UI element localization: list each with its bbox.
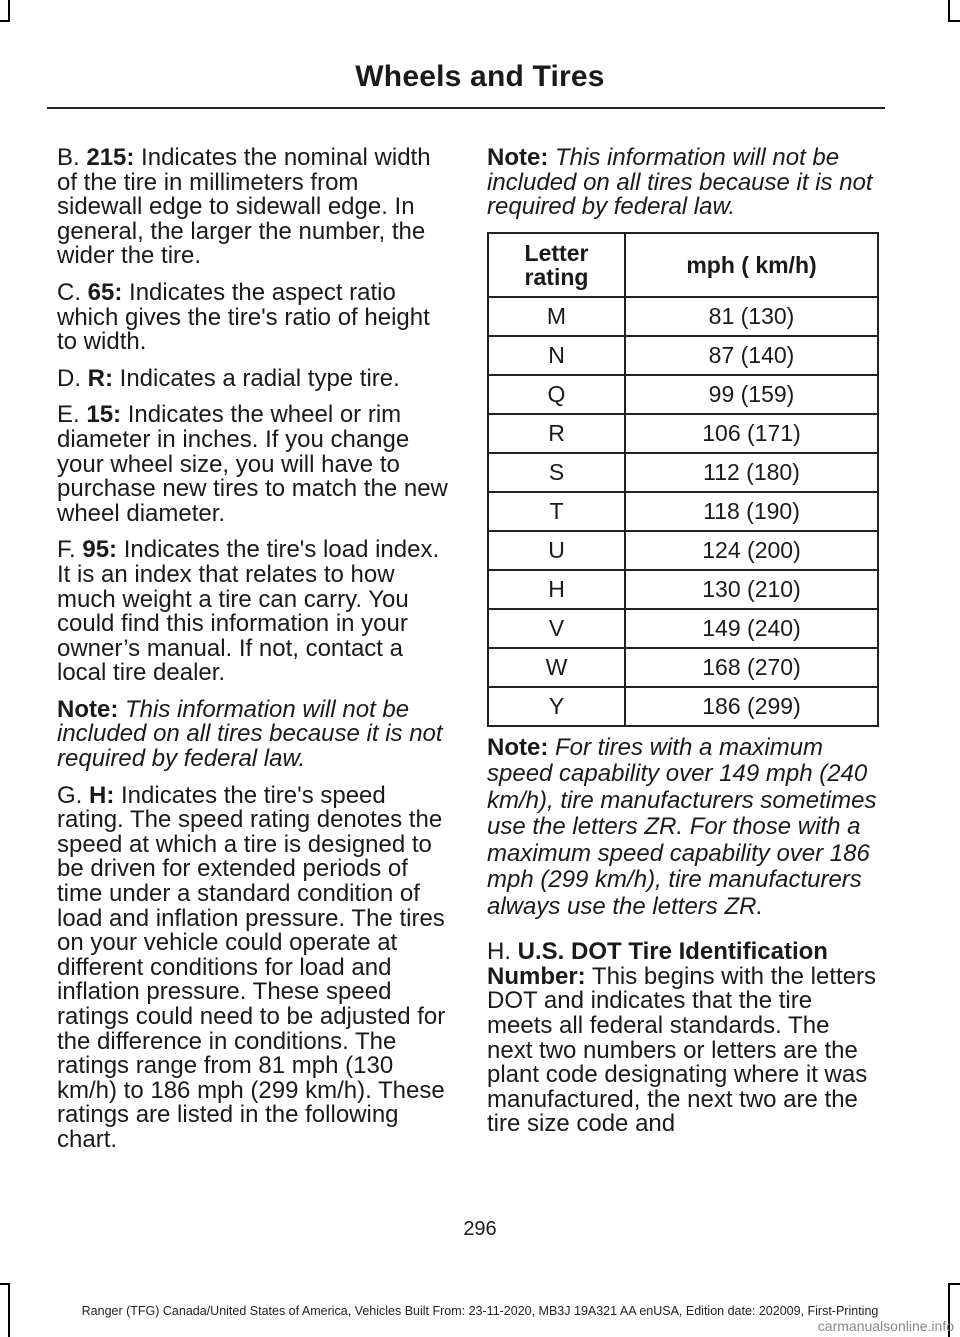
- speed-cell: 106 (171): [625, 414, 878, 453]
- page-title: Wheels and Tires: [355, 60, 605, 93]
- paragraph-g: G. H: Indicates the tire's speed rating. The speed rating denotes the speed at which a tire is designed to be driven for extended periods of time under a standard condition of load and inflation pressure. The tires on your vehicle could operate at different conditions for load and inflation pressure. These speed ratings could need to be adjusted for the difference in conditions. The ratings range from 81 mph (130 km/h) to 186 mph (299 km/h). These ratings are listed in the following chart.: [57, 781, 446, 1153]
- paragraph-d: D. R: Indicates a radial type tire.: [57, 364, 400, 392]
- header-divider: [47, 107, 885, 109]
- column-header-letter-rating: Letter rating: [488, 233, 625, 297]
- speed-cell: 149 (240): [625, 609, 878, 648]
- table-row: [488, 648, 878, 687]
- speed-cell: 81 (130): [625, 297, 878, 336]
- speed-cell: 87 (140): [625, 336, 878, 375]
- letter-rating-cell: R: [488, 414, 625, 453]
- table-row: [488, 297, 878, 336]
- footer-edition-line: Ranger (TFG) Canada/United States of America, Vehicles Built From: 23-11-2020, MB3J 19A321 AA enUSA, Edition date: 202009, First-Printing: [81, 1304, 879, 1318]
- speed-cell: 168 (270): [625, 648, 878, 687]
- letter-rating-cell: V: [488, 609, 625, 648]
- crop-mark: [0, 20, 10, 22]
- table-row: [488, 609, 878, 648]
- table-row: [488, 492, 878, 531]
- table-body: [488, 297, 878, 726]
- paragraph-f: F. 95: Indicates the tire's load index. It is an index that relates to how much weight a tire can carry. You could find this information in your owner’s manual. If not, contact a local tire dealer.: [57, 536, 440, 687]
- table-row: [488, 453, 878, 492]
- speed-cell: 124 (200): [625, 531, 878, 570]
- right-column: [487, 146, 879, 1149]
- paragraph-h: H. U.S. DOT Tire Identification Number: This begins with the letters DOT and indicates that the tire meets all federal standards. The next two numbers or letters are the plant code designating where it was manufactured, the next two are the tire size code and: [487, 938, 877, 1138]
- crop-mark: [0, 1283, 10, 1285]
- speed-cell: 186 (299): [625, 687, 878, 726]
- letter-rating-cell: Q: [488, 375, 625, 414]
- crop-mark: [8, 0, 10, 22]
- paragraph-b: B. 215: Indicates the nominal width of the tire in millimeters from sidewall edge to sidewall edge. In general, the larger the number, the wider the tire.: [57, 144, 431, 270]
- table-header-row: [488, 233, 878, 297]
- table-row: [488, 570, 878, 609]
- speed-cell: 99 (159): [625, 375, 878, 414]
- speed-cell: 130 (210): [625, 570, 878, 609]
- speed-cell: 112 (180): [625, 453, 878, 492]
- letter-rating-cell: Y: [488, 687, 625, 726]
- speed-rating-table: [487, 232, 879, 727]
- note-load-index: Note: This information will not be included on all tires because it is not required by federal law.: [57, 695, 443, 773]
- letter-rating-cell: U: [488, 531, 625, 570]
- table-row: [488, 531, 878, 570]
- paragraph-e: E. 15: Indicates the wheel or rim diameter in inches. If you change your wheel size, you will have to purchase new tires to match the new wheel diameter.: [57, 401, 448, 527]
- letter-rating-cell: H: [488, 570, 625, 609]
- table-row: [488, 414, 878, 453]
- table-row: [488, 375, 878, 414]
- paragraph-c: C. 65: Indicates the aspect ratio which gives the tire's ratio of height to width.: [57, 278, 430, 356]
- note-speed-rating: Note: This information will not be included on all tires because it is not required by federal law.: [487, 144, 873, 221]
- table-row: [488, 336, 878, 375]
- crop-mark: [948, 0, 950, 22]
- table-row: [488, 687, 878, 726]
- letter-rating-cell: M: [488, 297, 625, 336]
- letter-rating-cell: S: [488, 453, 625, 492]
- crop-mark: [948, 1283, 960, 1285]
- left-column: [57, 146, 449, 1165]
- watermark: carmanualsonline.info: [817, 1318, 954, 1334]
- page-number: 296: [463, 1218, 497, 1240]
- speed-cell: 118 (190): [625, 492, 878, 531]
- crop-mark: [948, 20, 960, 22]
- letter-rating-cell: N: [488, 336, 625, 375]
- column-header-speed: mph ( km/h): [625, 233, 878, 297]
- letter-rating-cell: T: [488, 492, 625, 531]
- note-zr: Note: For tires with a maximum speed capability over 149 mph (240 km/h), tire manufacturers sometimes use the letters ZR. For those with a maximum speed capability over 186 mph (299 km/h), tire manufacturers always use the letters ZR.: [487, 733, 877, 920]
- letter-rating-cell: W: [488, 648, 625, 687]
